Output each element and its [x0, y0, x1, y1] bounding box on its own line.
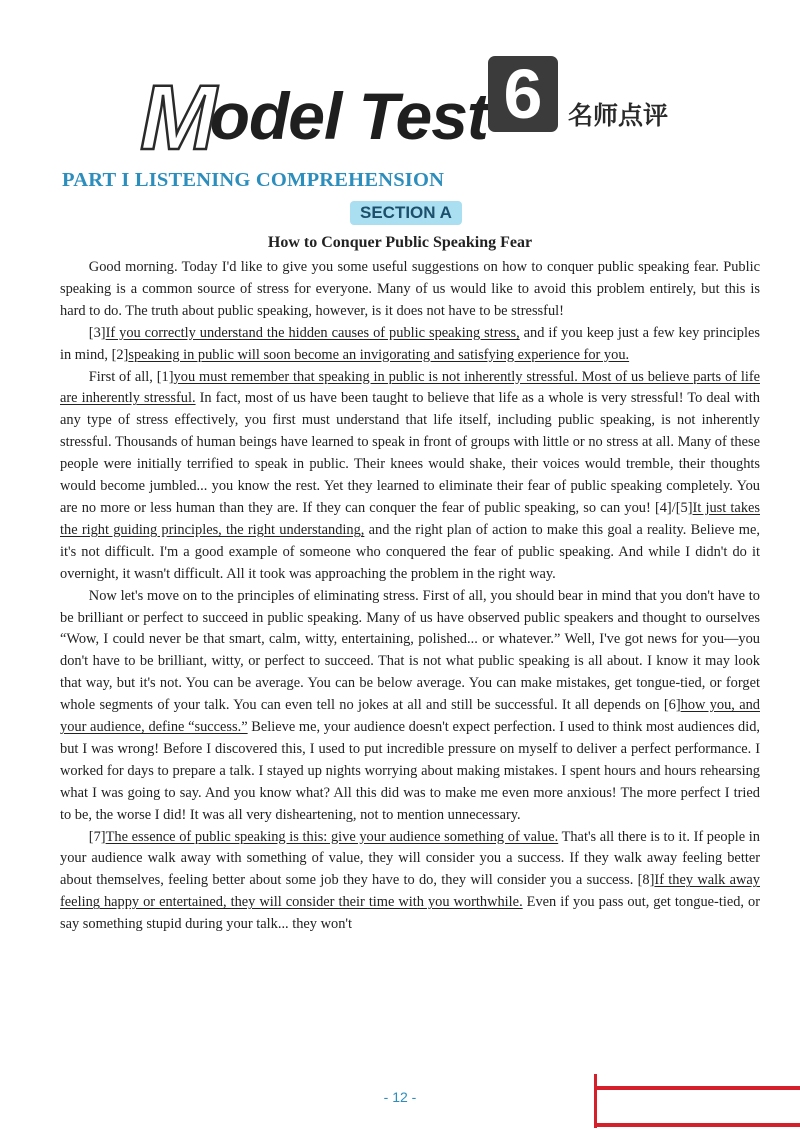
logo-text: odel Test: [209, 79, 488, 153]
passage-title: How to Conquer Public Speaking Fear: [267, 234, 533, 251]
logo-letter-m: M: [140, 67, 216, 169]
passage-text: Good morning. Today I'd like to give you some useful suggestions on how to conquer public speaking fear. Public speaking is a common source of stress for everyone. Many of us would like to avoid this problem entirely, but this is hard to do. The truth about public speaking, however, is it does not have to be stressful!: [60, 259, 760, 319]
model-test-logo: [140, 50, 700, 169]
logo-tagline: 名师点评: [568, 101, 669, 130]
logo-number-badge: 6: [488, 56, 558, 132]
passage-paragraph: [60, 257, 760, 323]
passage-paragraph: [60, 827, 760, 937]
edge-mark-top-line: [594, 1086, 800, 1090]
passage-text: Now let's move on to the principles of eliminating stress. First of all, you should bear in mind that you don't have to be brilliant or perfect to succeed in public speaking. Many of us have observed public speakers and thought to ourselves “Wow, I could never be that smart, calm, witty, entertaining, polished... or whatever.” Well, I've got news for you—you don't have to be brilliant, witty, or perfect to succeed. That is not what public speaking is all about. I know it may look that way, but it's not. You can be average. You can be below average. You can make mistakes, get tongue-tied, or forget whole segments of your talk. You can even tell no jokes at all and still be successful. It all depends on [6]: [60, 587, 760, 714]
underlined-answer-text: If you correctly understand the hidden causes of public speaking stress,: [105, 324, 520, 341]
underlined-answer-text: The essence of public speaking is this: give your audience something of value.: [105, 828, 559, 845]
part-title: PART I LISTENING COMPREHENSION: [62, 169, 445, 191]
passage-body: [60, 257, 760, 936]
passage-text: Even if you pass out, get tongue-tied, or say something stupid during your talk... they won't: [60, 894, 760, 933]
passage-paragraph: [60, 367, 760, 586]
passage-text: and if you keep just a few key principles in mind, [2]: [60, 324, 760, 363]
edge-mark-tick: [594, 1074, 597, 1128]
page-number: - 12 -: [383, 1089, 417, 1105]
passage-text: In fact, most of us have been taught to believe that life as a whole is very stressful! To deal with any type of stress effectively, you first must understand that life itself, including public speaking, is not inherently stressful. Thousands of human beings have learned to speak in front of groups with little or no stress at all. Many of these people were initially terrified to speak in public. Their knees would shake, their voices would tremble, their thoughts would become jumbled... you know the rest. Yet they learned to eliminate their fear of public speaking completely. You are no more or less human than they are. If they can conquer the fear of public speaking, so can you! [4]/[5]: [60, 390, 761, 516]
passage-text: [3]: [88, 324, 106, 341]
underlined-answer-text: you must remember that speaking in public is not inherently stressful. Most of us believe parts of life are inherently stressful.: [60, 368, 760, 407]
underlined-answer-text: If they walk away feeling happy or entertained, they will consider their time with you worthwhile.: [60, 872, 760, 911]
passage-paragraph: [60, 323, 760, 367]
page-edge-mark: [594, 1070, 800, 1130]
passage-text: That's all there is to it. If people in your audience walk away with something of value, they will consider you a success. If they walk away feeling better about themselves, feeling better about some job they have to do, they will consider you a success. [8]: [60, 828, 760, 889]
passage-text: [7]: [88, 828, 106, 845]
passage-text: Believe me, your audience doesn't expect perfection. I used to think most audiences did, but I was wrong! Before I discovered this, I used to put incredible pressure on myself to deliver a perfect performance. I worked for days to prepare a talk. I stayed up nights worrying about making mistakes. I spent hours and hours rehearsing what I was going to say. And you know what? All this did was to make me even more anxious! The more perfect I tried to be, the worse I did! It was all very disheartening, not to mention unnecessary.: [60, 719, 760, 823]
section-badge: SECTION A: [350, 201, 462, 225]
passage-text: and the right plan of action to make this goal a reality. Believe me, it's not difficult. I'm a good example of someone who conquered the fear of public speaking. And while I didn't do it overnight, it wasn't difficult. All it took was approaching the problem in the right way.: [60, 521, 760, 582]
passage-text: First of all, [1]: [88, 368, 174, 385]
logo-wordmark: [140, 56, 488, 169]
edge-mark-bottom-line: [594, 1123, 800, 1127]
underlined-answer-text: It just takes the right guiding principles, the right understanding,: [60, 499, 760, 538]
passage-paragraph: [60, 586, 760, 827]
underlined-answer-text: how you, and your audience, define “success.”: [60, 697, 760, 736]
underlined-answer-text: speaking in public will soon become an invigorating and satisfying experience for you.: [128, 346, 630, 363]
